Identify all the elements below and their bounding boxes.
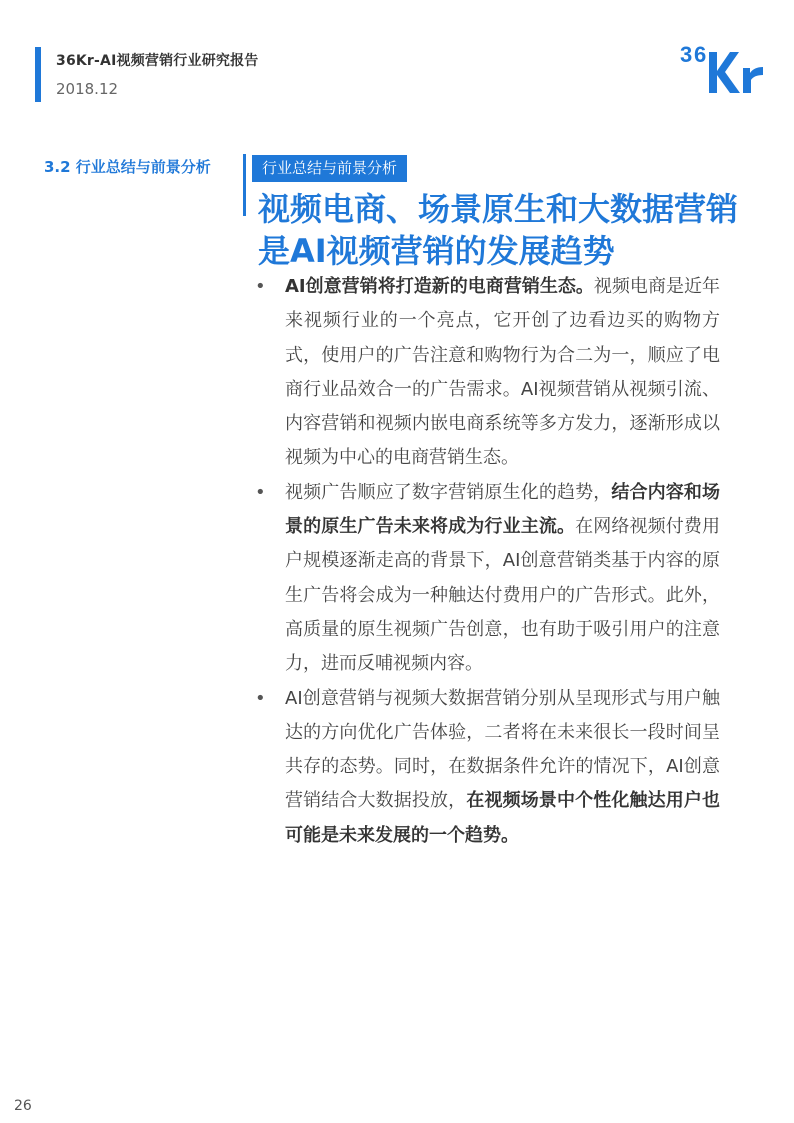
section-label: 3.2 行业总结与前景分析 xyxy=(44,158,211,176)
bullet-bold-lead: AI创意营销将打造新的电商营销生态。 xyxy=(285,276,594,297)
bullet-bold-tail: 在视频场景中个性化触达用户也可能是未来发展的一个趋势。 xyxy=(285,790,721,846)
bullet-marker: • xyxy=(255,481,266,503)
svg-text:6: 6 xyxy=(694,42,707,67)
bullet-text: AI创意营销与视频大数据营销分别从呈现形式与用户触达的方向优化广告体验，二者将在未来很长一段时间呈共存的态势。同时，在数据条件允许的情况下，AI创意营销结合大数据投放， xyxy=(285,687,720,812)
report-title: 36Kr-AI视频营销行业研究报告 xyxy=(56,53,259,69)
bullet-text: 视频电商是近年来视频行业的一个亮点，它开创了边看边买的购物方式，使用户的广告注意和购物行为合二为一，顺应了电商行业品效合一的广告需求。AI视频营销从视频引流、内容营销和视频内嵌电商系统等多方发力，逐渐形成以视频为中心的电商营销生态。 xyxy=(285,276,720,469)
page-title: 视频电商、场景原生和大数据营销是AI视频营销的发展趋势 xyxy=(258,190,739,270)
bullet-item-1 xyxy=(255,270,720,476)
bullet-list xyxy=(255,270,720,853)
section-tag: 行业总结与前景分析 xyxy=(252,155,407,182)
bullet-marker: • xyxy=(255,276,266,297)
bullet-item-3 xyxy=(255,682,720,853)
svg-text:3: 3 xyxy=(680,42,693,67)
bullet-item-2 xyxy=(255,476,720,682)
bullet-text: 在网络视频付费用户规模逐渐走高的背景下，AI创意营销类基于内容的原生广告将会成为一种触达付费用户的广告形式。此外，高质量的原生视频广告创意，也有助于吸引用户的注意力，进而反哺视频内容。 xyxy=(285,516,721,675)
bullet-marker: • xyxy=(255,687,266,709)
bullet-lead: 视频广告顺应了数字营销原生化的趋势， xyxy=(285,481,612,503)
36kr-logo-icon xyxy=(677,38,772,100)
page-number: 26 xyxy=(14,1098,32,1114)
report-date: 2018.12 xyxy=(56,80,119,98)
bullet-bold: 结合内容和场景的原生广告未来将成为行业主流。 xyxy=(285,481,721,538)
header-accent-bar xyxy=(35,47,41,102)
title-accent-rule xyxy=(243,154,246,216)
